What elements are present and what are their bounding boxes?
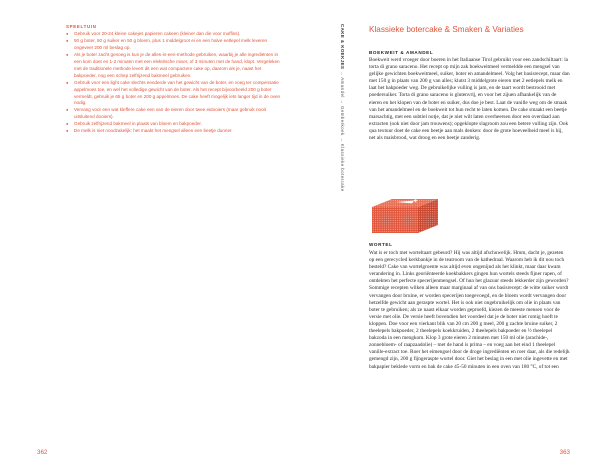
section-text-boekweit: Boekweit werd vroeger door boeren in het Italiaanse Tirol gebruikt voor een zandschiltaart: la torta di grano saraceno. Het recept op mijn zak boekweitmeel vermeldde een mengsel van gelijke gewichten boekweitmeel, suiker, boter en amandelmeel. Volg het basisrecept, maar dan met 150 g in plaats van 200 g van alles; klutst 3 middelgrote eieren met 2 eetlepels melk en laat het bakpoeder weg. De gebruikelijke vulling is jam, en de taart wordt bestrooid met poedersuiker. Torta di grano saraceno is glutenvrij, en voor het zijuen afhankelijk van de eieren en het klopen van de boter en suiker, dus doe je best. Laat de vanille weg om de smaak van het amandelmeel en de boekweit tot hun recht te laten komen. De cake smaakt een beetje marsachtig, met een subtiel notje, dat je niet wilt laten overheersen door een overdaad aan extracten (ook niet door jam trouwens); opgeklopte slagroom zou een betere vulling zijn. Ook qua textuur doet de cake een beetje aan mals denken: door de grote hoeveelheid meel is hij, net als maisbrood, wat droog en een beetje zanderig. [369, 57, 570, 142]
section-text-wortel: Wat is er toch met worteltaart gebeurd? Hij was altijd afschuwelijk. Hmm, dacht je, gezeten op een gerecycled kerkbankje in de teatroom van de kathedraal. Waarom heb ik dit nou toch besteld? Cake van wortelgroente was altijd even ongenijnd als het klinkt, maar daar kwam verandering in. Links georiënteerde koekbakkers gingen hun wortels steeds fijner rapen, of ontdekten het perfecte specerijenmengsel. Of hun het glazuur steeds lekkerder zijn geworden? Sommige recepten wilken alleen maar marginaal af van ons basisrecept: de witte suiker wordt vervangen door bruine, er worden specerijen toegevoegd, en de bloem wordt vervangen door hetzelfde gewicht aan geraspte wortel. Het is ook niet ongebruikelijk om olie in plaats van boter te gebruiken; als ze naast elkaar worden geproefd, kiezen de meeste mensen voor de versie met olie. De versie heeft bovendien het voordeel dat je de boter niet romig hoeft te kloppen. Doe voor een vierkant blik van 20 cm 200 g meel, 200 g zachte bruine suiker, 2 theelepels bakpoeder, 2 theelepels koekkruiden, 2 theelepels bakpoeder en ½ theelepel bakzoda in een mengkom. Klop 3 grote eieren 2 minuten met 150 ml olie (arachide-, zonnebloem- of raapzaadolie) – met de hand is prima – en voeg aan het eind 1 theelepel vanille-extract toe. Roer het eimengsel door de droge ingrediënten en roer daar, als die redelijk gemengd zijn, 200 g fijngeraspte wortel door. Giet het beslag in een met olie ingevette en met bakpapier beklede vorm en bak de cake 45-50 minuten in een oven van 180 °C, of tot een [369, 250, 570, 370]
cake-box-illustration [370, 193, 442, 237]
tips-list [66, 31, 284, 135]
section-heading-boekweit: BOEKWEIT & AMANDEL [369, 50, 434, 55]
tip-item: ● 50 g boter, 50 g suiker en 50 g bloem, plus 1 middelgroot ei en een halve eetlepel melk leveren ongeveer 200 ml beslag op. [66, 38, 284, 52]
right-page [300, 0, 600, 468]
recipe-title: Klassieke botercake & Smaken & Variaties [369, 25, 524, 34]
running-head [338, 24, 346, 264]
tips-section [66, 24, 284, 135]
running-head-arrow: → [340, 71, 345, 76]
tip-item: ● Gebruik zelfrijzend bakmeel in plaats van bloem en bakpoeder. [66, 121, 284, 128]
page-number-right: 363 [559, 449, 570, 456]
tip-item: ● Gebruik voor een light cake slechts eenderde van het gewicht van de boter, en voeg ter compensatie appelmoes toe, en wel het volledige gewicht van de boter. Als het recept bijvoorbeeld 200 g boter vermeldt, gebruik je 65 g boter en 200 g appelmoes. De cake heeft mogelijk iets langer tijd in de oven nodig. [66, 80, 284, 108]
running-head-title: CAKE & KOEKJES [340, 24, 345, 70]
running-head-subtitle: Amandel → Gemberkoek → Klassieke botercake [340, 77, 345, 192]
tip-item: ● De melk is niet noodzakelijk: het maakt het mengsel alleen een beetje dunner. [66, 128, 284, 135]
tips-heading: SPEELTUIN [66, 24, 97, 29]
tip-item: ● Vervang voor een wat kleffere cake een van de eieren door twee eidooiers (maar gebruik nooit uitsluitend dooiers). [66, 107, 284, 121]
tip-item: ● Als je boter zacht genoeg is kun je de alles-in-een-methode gebruiken, waarbij je alle ingrediënten in een kom doet en 1-2 minuten met een elektrische mixer, of 3 minuten met de hand, klopt. Vergeleken met de traditionele methode levert dit een wat compactere cake op, daarom als je, naast het bakpoeder, nog een schep zelfrijzend bakmeel gebruiken. [66, 52, 284, 80]
tip-item: ● Gebruik voor 20-24 kleine cakejes papieren cakeen (kleiner dan die voor muffins). [66, 31, 284, 38]
page-number-left: 362 [37, 449, 48, 456]
section-heading-wortel: WORTEL [369, 242, 393, 247]
